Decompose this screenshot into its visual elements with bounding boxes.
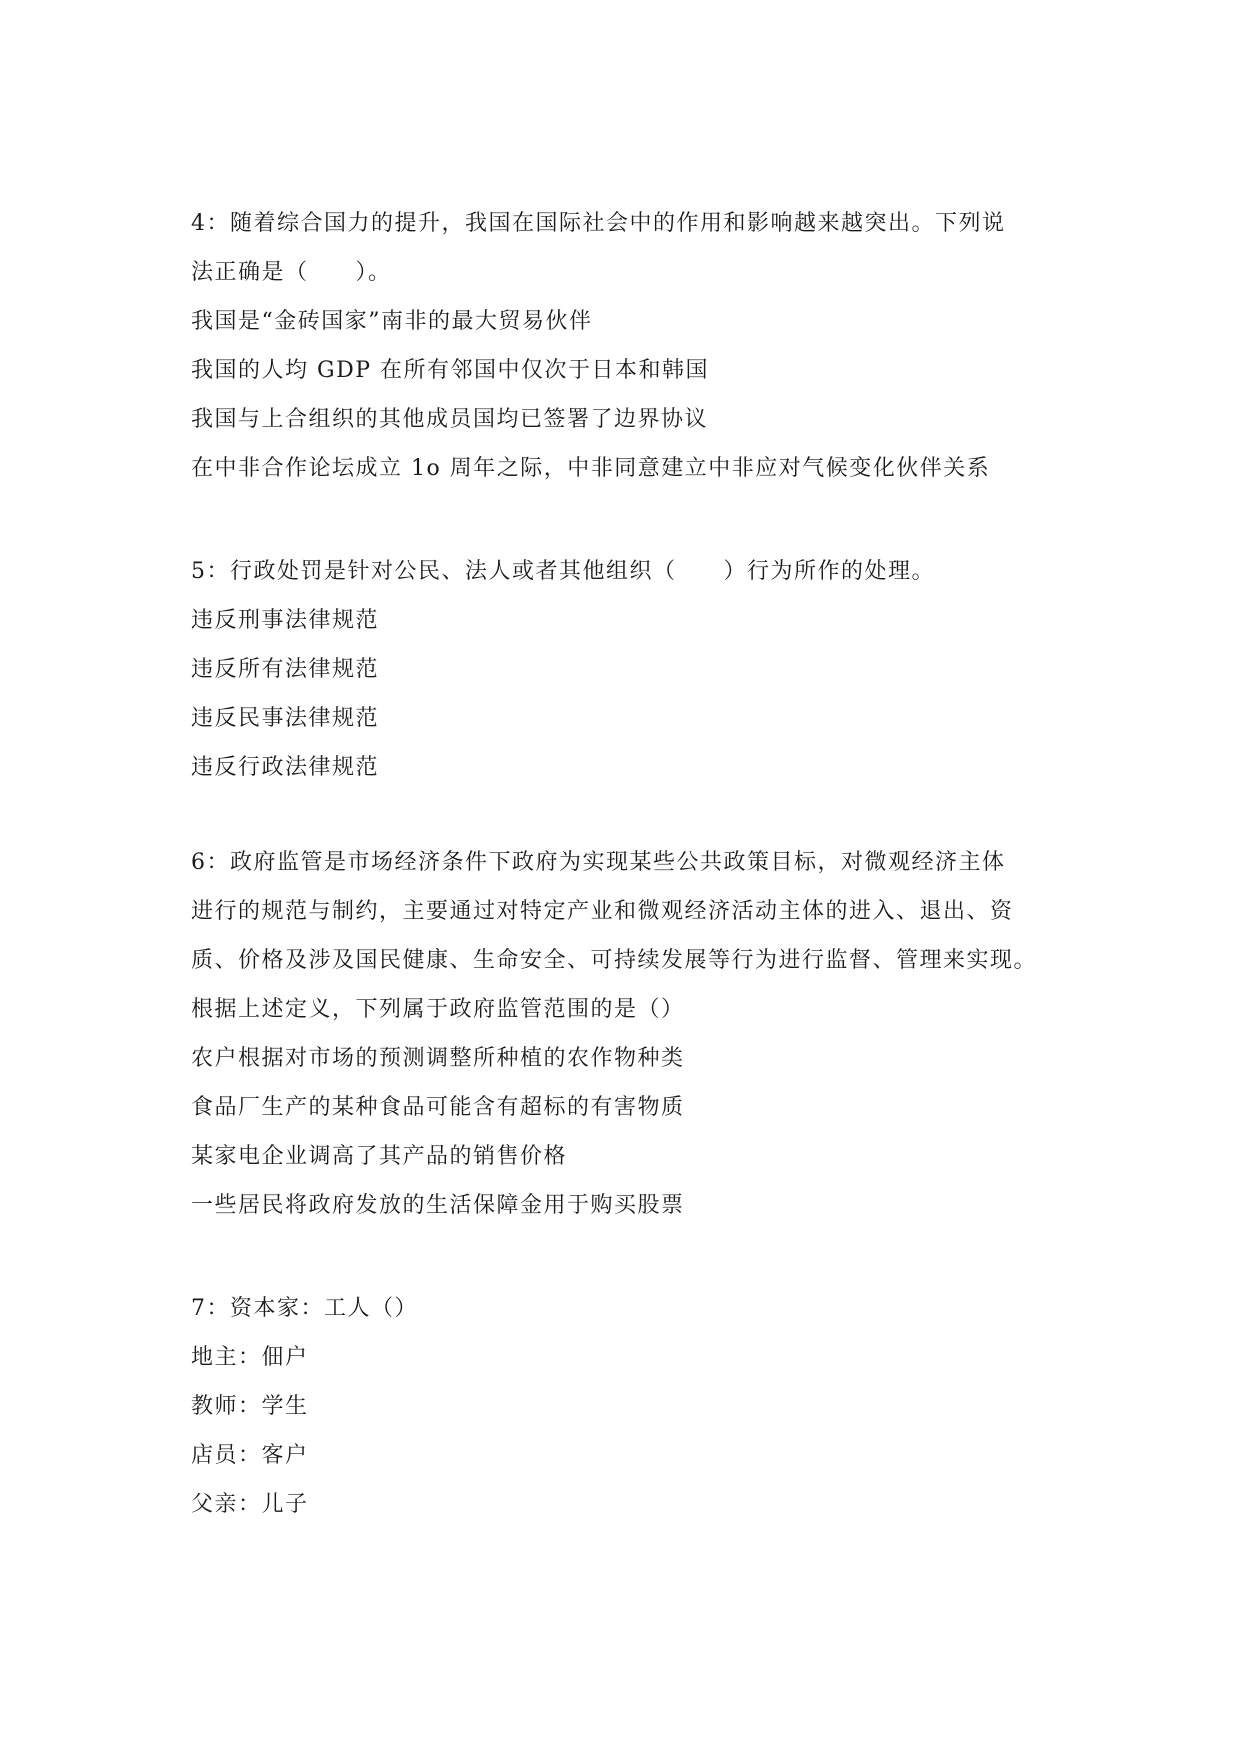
option-d: 在中非合作论坛成立 1o 周年之际，中非同意建立中非应对气候变化伙伴关系 [191, 456, 991, 481]
question-stem-line: 进行的规范与制约，主要通过对特定产业和微观经济活动主体的进入、退出、资 [191, 899, 1014, 924]
question-stem-line: 4：随着综合国力的提升，我国在国际社会中的作用和影响越来越突出。下列说 [191, 211, 1006, 236]
option-b: 教师：学生 [191, 1394, 309, 1419]
question-7 [191, 1284, 1071, 1529]
question-5 [191, 547, 1071, 792]
option-b: 食品厂生产的某种食品可能含有超标的有害物质 [191, 1095, 685, 1120]
option-b: 我国的人均 GDP 在所有邻国中仅次于日本和韩国 [191, 358, 710, 383]
option-a: 地主：佃户 [191, 1345, 309, 1370]
question-6 [191, 838, 1071, 1230]
question-stem-line: 6：政府监管是市场经济条件下政府为实现某些公共政策目标，对微观经济主体 [191, 850, 1006, 875]
option-c: 店员：客户 [191, 1443, 309, 1468]
option-a: 农户根据对市场的预测调整所种植的农作物种类 [191, 1046, 685, 1071]
option-b: 违反所有法律规范 [191, 657, 380, 682]
option-c: 某家电企业调高了其产品的销售价格 [191, 1144, 568, 1169]
question-stem-line: 5：行政处罚是针对公民、法人或者其他组织（ ）行为所作的处理。 [191, 559, 935, 584]
question-stem-line: 法正确是（ ）。 [191, 260, 392, 285]
question-stem-line: 7：资本家：工人（） [191, 1296, 418, 1321]
question-4 [191, 199, 1071, 493]
question-stem-line: 质、价格及涉及国民健康、生命安全、可持续发展等行为进行监督、管理来实现。 [191, 948, 1038, 973]
option-d: 违反行政法律规范 [191, 755, 380, 780]
option-c: 违反民事法律规范 [191, 706, 380, 731]
option-a: 违反刑事法律规范 [191, 608, 380, 633]
option-d: 父亲：儿子 [191, 1492, 309, 1517]
option-c: 我国与上合组织的其他成员国均已签署了边界协议 [191, 407, 709, 432]
option-d: 一些居民将政府发放的生活保障金用于购买股票 [191, 1193, 685, 1218]
option-a: 我国是“金砖国家”南非的最大贸易伙伴 [191, 309, 593, 334]
question-stem-line: 根据上述定义，下列属于政府监管范围的是（） [191, 997, 685, 1022]
